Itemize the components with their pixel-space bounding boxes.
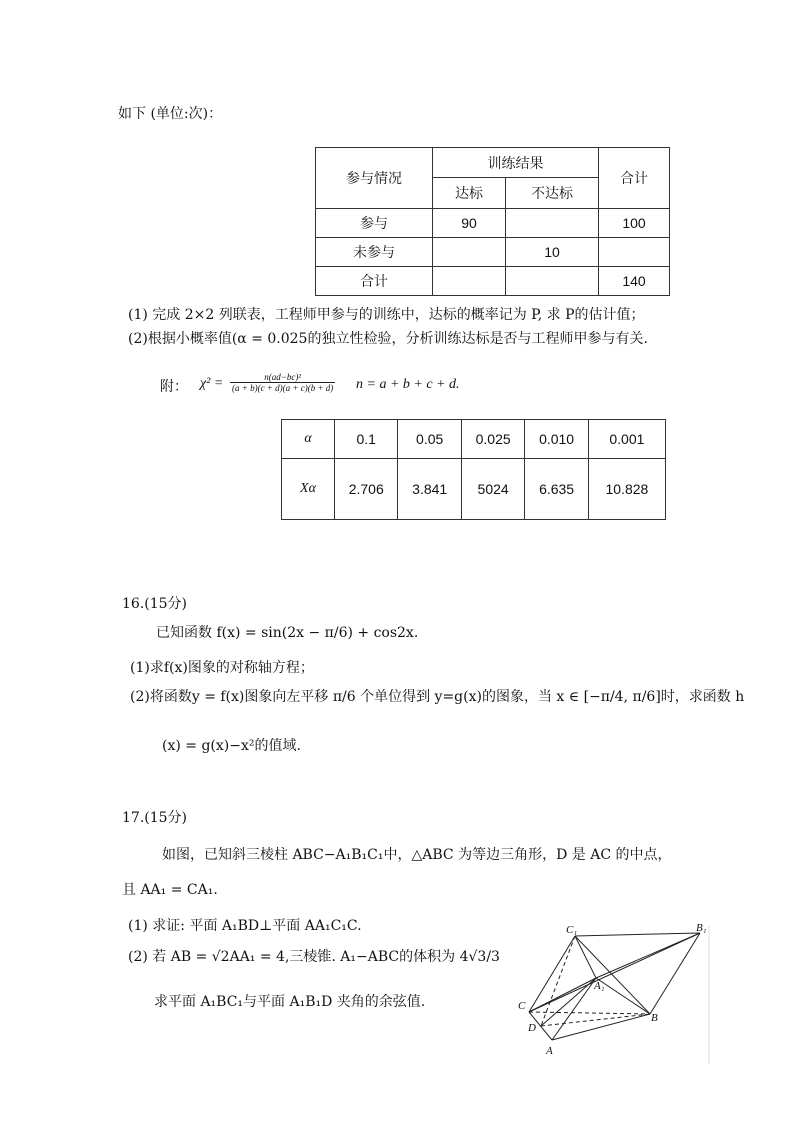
chi-square-rest: n = a + b + c + d.: [356, 377, 460, 392]
prism-figure: [510, 918, 720, 1064]
appendix-label: 附：: [160, 379, 188, 395]
cell-total: 100: [599, 209, 670, 238]
table-row: [316, 209, 670, 238]
row-label: 未参与: [316, 238, 433, 267]
label-b1: B₁: [696, 922, 707, 934]
q17-header: 17.(15分): [122, 810, 188, 826]
q16-header: 16.(15分): [122, 596, 188, 612]
x-alpha-label: Xα: [282, 459, 335, 520]
chi-square-lhs: χ² =: [200, 376, 224, 391]
alpha-value: 0.001: [588, 420, 665, 459]
header-pass: 达标: [433, 178, 506, 209]
alpha-value: 0.010: [525, 420, 588, 459]
critical-value: 6.635: [525, 459, 588, 520]
alpha-value: 0.025: [461, 420, 524, 459]
q17-given: 如图，已知斜三棱柱 ABC−A₁B₁C₁中，△ABC 为等边三角形，D 是 AC 的中点，: [162, 847, 672, 863]
table-row: [316, 267, 670, 296]
cell-fail: [506, 267, 599, 296]
critical-value: 5024: [461, 459, 524, 520]
chi-denominator: (a + b)(c + d)(a + c)(b + d): [232, 383, 334, 393]
row-label: 合计: [316, 267, 433, 296]
cell-total: [599, 238, 670, 267]
table-row: [316, 238, 670, 267]
contingency-table: [315, 147, 670, 296]
q17-given-cont: 且 AA₁ = CA₁.: [122, 882, 218, 898]
q17-part1: (1) 求证: 平面 A₁BD⊥平面 AA₁C₁C.: [128, 918, 362, 934]
q16-given: 已知函数 f(x) = sin(2x − π/6) + cos2x.: [156, 625, 419, 641]
cell-total: 140: [599, 267, 670, 296]
chi-square-fraction: [230, 372, 335, 393]
alpha-value: 0.1: [335, 420, 398, 459]
alpha-label: α: [282, 420, 335, 459]
cell-fail: [506, 209, 599, 238]
label-a: A: [546, 1045, 553, 1057]
table-row: [282, 459, 666, 520]
q16-part2-cont: (x) = g(x)−x²的值域.: [162, 738, 301, 754]
header-participation: 参与情况: [316, 148, 433, 209]
critical-value: 10.828: [588, 459, 665, 520]
q15-part2: (2)根据小概率值(α = 0.025的独立性检验，分析训练达标是否与工程师甲参与有关.: [128, 331, 648, 347]
critical-value: 2.706: [335, 459, 398, 520]
label-c1: C₁: [566, 924, 578, 936]
q17-part2-cont: 求平面 A₁BC₁与平面 A₁B₁D 夹角的余弦值.: [154, 994, 426, 1010]
intro-text: 如下 (单位:次)：: [118, 106, 223, 122]
chi-numerator: n(ad−bc)²: [230, 372, 335, 383]
cell-pass: 90: [433, 209, 506, 238]
label-a1: A₁: [594, 980, 605, 992]
cell-pass: [433, 267, 506, 296]
table-row: [282, 420, 666, 459]
header-fail: 不达标: [506, 178, 599, 209]
header-result: 训练结果: [433, 148, 599, 178]
label-b: B: [651, 1012, 658, 1024]
critical-value-table: [281, 419, 666, 520]
alpha-value: 0.05: [398, 420, 461, 459]
label-d: D: [528, 1022, 536, 1034]
header-total: 合计: [599, 148, 670, 209]
q16-part1: (1)求f(x)图象的对称轴方程；: [130, 660, 314, 676]
q15-part1: (1) 完成 2×2 列联表，工程师甲参与的训练中，达标的概率记为 P, 求 P的估计值；: [128, 307, 645, 323]
cell-fail: 10: [506, 238, 599, 267]
label-c: C: [518, 1000, 526, 1012]
cell-pass: [433, 238, 506, 267]
row-label: 参与: [316, 209, 433, 238]
q16-part2: (2)将函数y = f(x)图象向左平移 π/6 个单位得到 y=g(x)的图象，当 x ∈ [−π/4, π/6]时，求函数 h: [130, 689, 745, 705]
critical-value: 3.841: [398, 459, 461, 520]
q17-part2: (2) 若 AB = √2AA₁ = 4,三棱锥. A₁−ABC的体积为 4√3/3: [128, 949, 500, 965]
